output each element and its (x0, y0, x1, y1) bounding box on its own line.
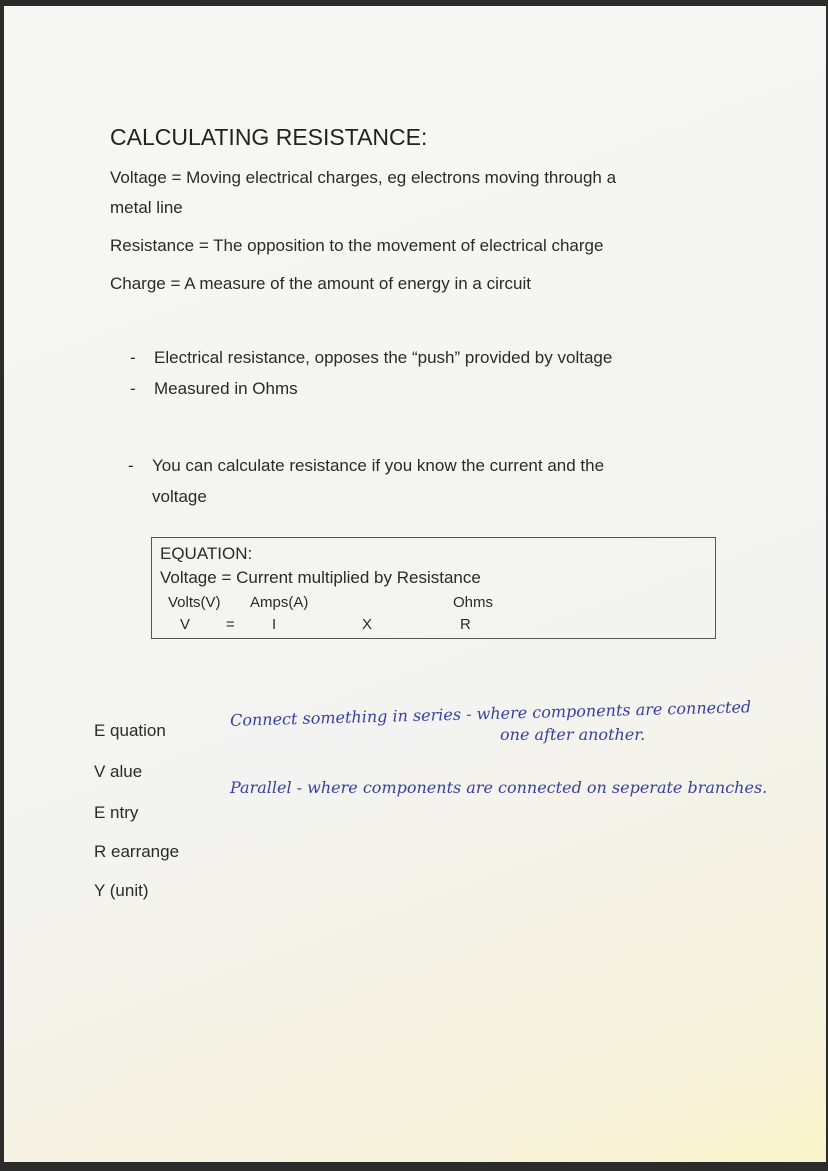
symbol-multiply: X (362, 616, 373, 633)
bullet-item-cont: voltage (152, 487, 207, 506)
page-title: CALCULATING RESISTANCE: (110, 124, 428, 150)
definition-voltage-cont: metal line (110, 198, 183, 217)
handwritten-note-series-cont: one after another. (500, 725, 646, 744)
unit-volts: Volts(V) (168, 594, 221, 611)
equation-box (151, 537, 716, 639)
bullet-marker: - (130, 379, 136, 398)
equation-heading: EQUATION: (160, 544, 253, 563)
bullet-marker: - (128, 456, 134, 475)
handwritten-note-parallel: Parallel - where components are connected on seperate branches. (230, 778, 768, 797)
bullet-item: Measured in Ohms (154, 379, 298, 398)
symbol-v: V (180, 616, 191, 633)
definition-resistance: Resistance = The opposition to the movement of electrical charge (110, 236, 604, 255)
unit-ohms: Ohms (453, 594, 494, 611)
symbol-i: I (272, 616, 277, 633)
bullet-marker: - (130, 348, 136, 367)
definition-voltage: Voltage = Moving electrical charges, eg electrons moving through a (110, 168, 617, 187)
bullet-item: Electrical resistance, opposes the “push” provided by voltage (154, 348, 613, 367)
symbol-r: R (460, 616, 471, 633)
mnemonic-item: V alue (94, 762, 143, 781)
mnemonic-item: E quation (94, 721, 166, 740)
bullet-item: You can calculate resistance if you know the current and the (152, 456, 605, 475)
document-page (4, 6, 826, 1162)
mnemonic-item: E ntry (94, 803, 139, 822)
equation-formula: Voltage = Current multiplied by Resistance (160, 568, 481, 587)
handwritten-note-series: Connect something in series - where components are connected (229, 697, 752, 730)
symbol-equals: = (226, 616, 235, 633)
unit-amps: Amps(A) (250, 594, 309, 611)
mnemonic-item: Y (unit) (94, 881, 149, 900)
definition-charge: Charge = A measure of the amount of energy in a circuit (110, 274, 531, 293)
mnemonic-item: R earrange (94, 842, 180, 861)
